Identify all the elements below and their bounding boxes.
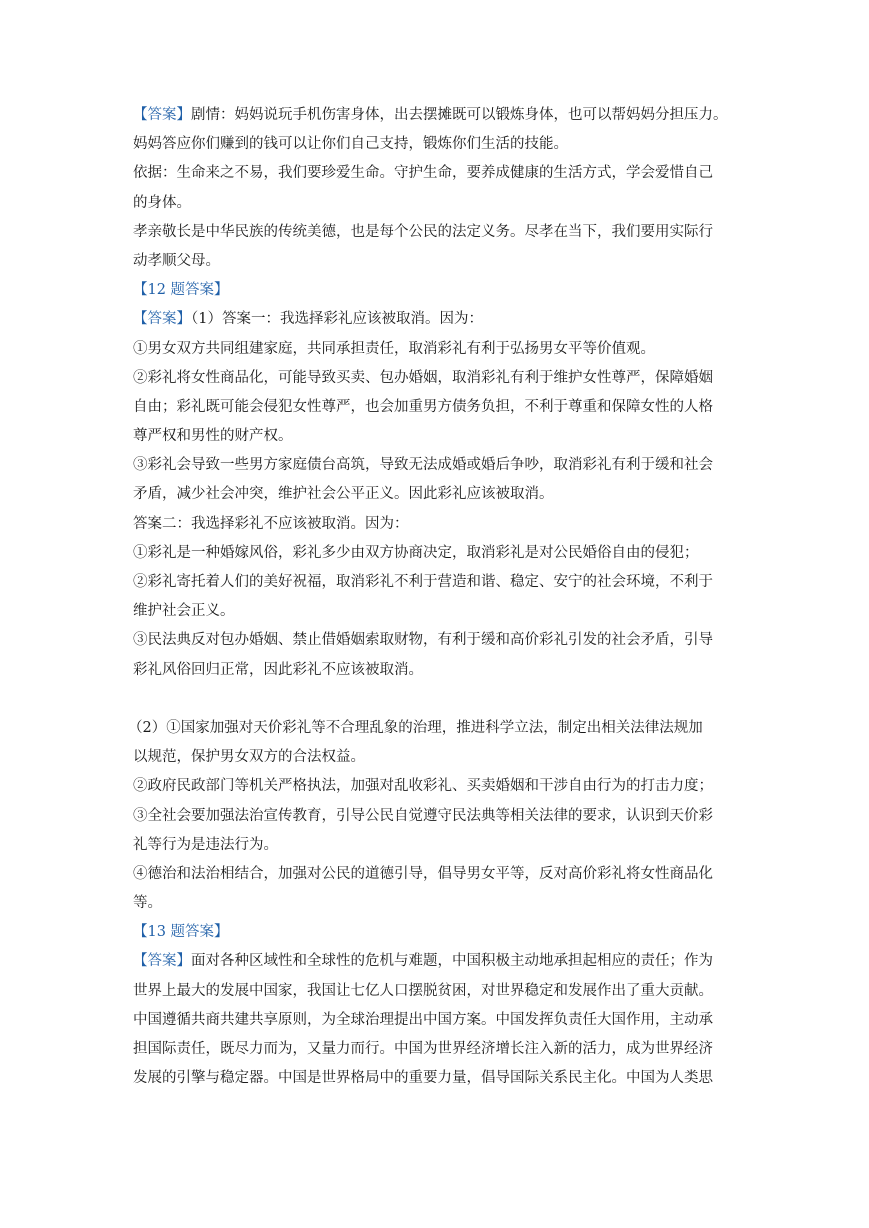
text-line: 世界上最大的发展中国家，我国让七亿人口摆脱贫困，对世界稳定和发展作出了重大贡献。	[133, 982, 713, 999]
text-line: 维护社会正义。	[133, 603, 235, 620]
text-line: ②彩礼寄托着人们的美好祝福，取消彩礼不利于营造和谐、稳定、安宁的社会环境，不利于	[133, 574, 713, 590]
text-line: 彩礼风俗回归正常，因此彩礼不应该被取消。	[133, 661, 423, 678]
text-line: 发展的引擎与稳定器。中国是世界格局中的重要力量，倡导国际关系民主化。中国为人类思	[133, 1070, 713, 1087]
text-line: 矛盾，减少社会冲突，维护社会公平正义。因此彩礼应该被取消。	[133, 486, 554, 503]
text-line: 礼等行为是违法行为。	[133, 836, 278, 853]
text-line: ④德治和法治相结合，加强对公民的道德引导，倡导男女平等，反对高价彩礼将女性商品化	[133, 865, 713, 882]
text-line: 依据：生命来之不易，我们要珍爱生命。守护生命，要养成健康的生活方式，学会爱惜自己	[133, 165, 713, 182]
text-line: ③全社会要加强法治宣传教育，引导公民自觉遵守民法典等相关法律的要求，认识到天价彩	[133, 807, 713, 824]
text-line: 中国遵循共商共建共享原则，为全球治理提出中国方案。中国发挥负责任大国作用，主动承	[133, 1011, 713, 1028]
text-line: ②政府民政部门等机关严格执法，加强对乱收彩礼、买卖婚姻和干涉自由行为的打击力度；	[133, 778, 713, 795]
answer-tag: 【答案】	[133, 953, 191, 970]
text-line: 动孝顺父母。	[133, 252, 220, 269]
text-line: ①男女双方共同组建家庭，共同承担责任，取消彩礼有利于弘扬男女平等价值观。	[133, 340, 655, 357]
text-line: ①彩礼是一种婚嫁风俗，彩礼多少由双方协商决定，取消彩礼是对公民婚俗自由的侵犯；	[133, 544, 699, 561]
text-line: 等。	[133, 895, 162, 912]
answer-tag: 【答案】	[133, 311, 191, 328]
answer-tag: 【答案】	[133, 107, 191, 123]
answer-content	[128, 101, 739, 1093]
text-line: 妈妈答应你们赚到的钱可以让你们自己支持，锻炼你们生活的技能。	[133, 136, 568, 153]
text-line: 【答案】面对各种区域性和全球性的危机与难题，中国积极主动地承担起相应的责任；作为	[133, 953, 713, 970]
blank-line	[133, 685, 739, 714]
text-line: ③民法典反对包办婚姻、禁止借婚姻索取财物，有利于缓和高价彩礼引发的社会矛盾，引导	[133, 632, 713, 649]
text-line: 以规范，保护男女双方的合法权益。	[133, 749, 365, 766]
question-12-heading: 【12 题答案】	[133, 282, 229, 299]
text-line: 担国际责任，既尽力而为，又量力而行。中国为世界经济增长注入新的活力，成为世界经济	[133, 1041, 713, 1057]
text-line: 【答案】（1）答案一：我选择彩礼应该被取消。因为：	[133, 311, 483, 328]
text-line: 孝亲敬长是中华民族的传统美德，也是每个公民的法定义务。尽孝在当下，我们要用实际行	[133, 223, 713, 240]
text-line: 自由；彩礼既可能会侵犯女性尊严，也会加重男方债务负担，不利于尊重和保障女性的人格	[133, 398, 713, 415]
text-line: ③彩礼会导致一些男方家庭债台高筑，导致无法成婚或婚后争吵，取消彩礼有利于缓和社会	[133, 457, 713, 474]
question-13-heading: 【13 题答案】	[133, 924, 229, 941]
text-line: 的身体。	[133, 194, 191, 211]
text-line: （2）①国家加强对天价彩礼等不合理乱象的治理，推进科学立法，制定出相关法律法规加	[128, 719, 703, 736]
text-line: 答案二：我选择彩礼不应该被取消。因为：	[133, 515, 409, 532]
text-line: 【答案】剧情：妈妈说玩手机伤害身体，出去摆摊既可以锻炼身体，也可以帮妈妈分担压力。	[133, 107, 728, 123]
text-line: 尊严权和男性的财产权。	[133, 428, 293, 445]
text-line: ②彩礼将女性商品化，可能导致买卖、包办婚姻，取消彩礼有利于维护女性尊严，保障婚姻	[133, 369, 713, 386]
